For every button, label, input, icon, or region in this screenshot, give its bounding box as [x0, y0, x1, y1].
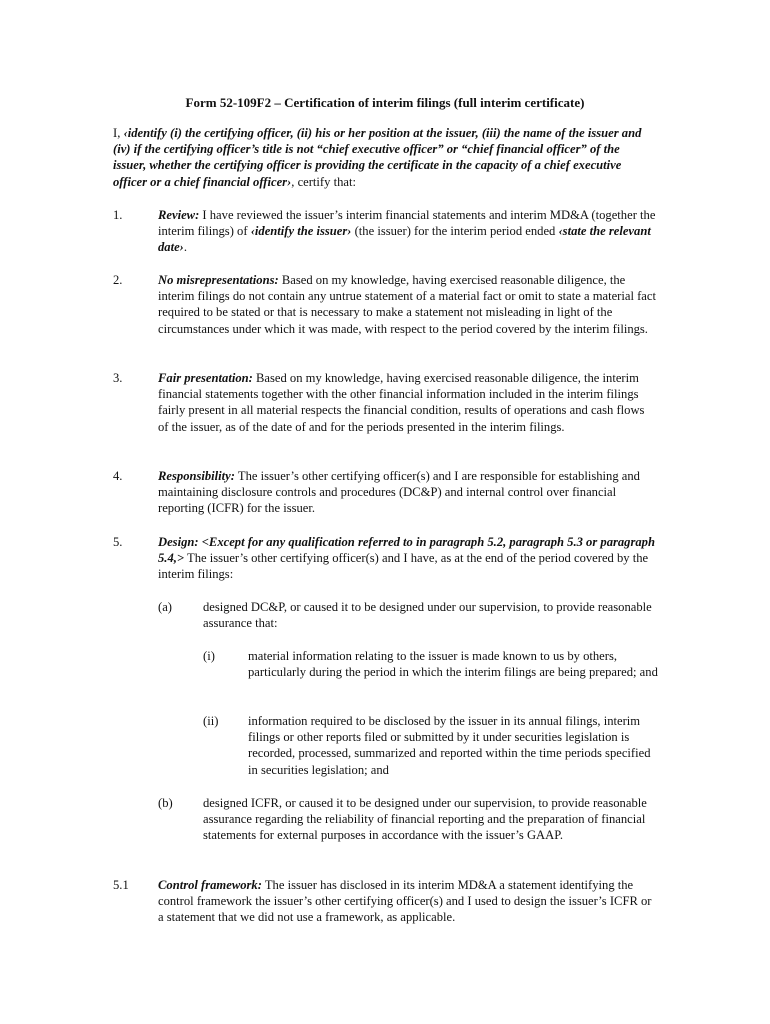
- subitem-text: material information relating to the issuer is made known to us by others, particularly during the period in which the interim filings are being prepared; and: [248, 649, 658, 680]
- subitem-text: information required to be disclosed by the issuer in its annual filings, interim filings or other reports filed or submitted by it under securities legislation is recorded, processed, summarized and reported within the time periods specified in securities legislation; and: [248, 714, 651, 777]
- qualification-placeholder: <Except for any qualification referred to in paragraph 5.2, paragraph 5.3 or paragraph 5.4,>: [158, 535, 655, 566]
- item-heading: No misrepresentations:: [158, 273, 279, 287]
- item-heading: Control framework:: [158, 878, 262, 892]
- item-body: [158, 468, 658, 517]
- item-text: I have reviewed the issuer’s interim financial statements and interim MD&A (together the interim filings) of: [158, 208, 656, 239]
- subitem-label: (a): [158, 600, 172, 614]
- item-body: [158, 272, 658, 337]
- item-text: (the issuer) for the interim period ended: [351, 224, 559, 239]
- intro-paragraph: [113, 125, 653, 190]
- subitem-text: designed ICFR, or caused it to be designed under our supervision, to provide reasonable assurance regarding the reliability of financial reporting and the preparation of financial statements for external purposes in accordance with the issuer’s GAAP.: [203, 796, 647, 843]
- item-heading: Design:: [158, 535, 199, 549]
- item-number: 5.: [113, 535, 123, 549]
- form-title: Form 52-109F2 – Certification of interim filings (full interim certificate): [185, 95, 585, 110]
- subitem-label: (ii): [203, 714, 219, 728]
- subitem-label: (i): [203, 649, 215, 663]
- intro-placeholder: ‹identify (i) the certifying officer, (ii) his or her position at the issuer, (iii) the name of the issuer and (iv) if the certifying officer’s title is not “chief executive officer” or “chief financial officer” of the issuer, whether the certifying officer is providing the certificate in the capacity of a chief executive officer or a chief financial officer›: [113, 126, 642, 189]
- item-number: 1.: [113, 208, 123, 222]
- item-text: Based on my knowledge, having exercised reasonable diligence, the interim financial statements together with the other financial information included in the interim filings fairly present in all material respects the financial condition, results of operations and cash flows of the issuer, as of the date of and for the periods presented in the interim filings.: [158, 371, 645, 434]
- intro-suffix: , certify that:: [291, 174, 356, 189]
- subitem-label: (b): [158, 796, 173, 810]
- item-number: 2.: [113, 273, 123, 287]
- item-text: Based on my knowledge, having exercised reasonable diligence, the interim filings do not contain any untrue statement of a material fact or omit to state a material fact required to be stated or that is necessary to make a statement not misleading in light of the circumstances under which it was made, with respect to the period covered by the interim filings.: [158, 273, 656, 336]
- item-body: [158, 877, 658, 926]
- item-text: The issuer’s other certifying officer(s) and I have, as at the end of the period covered by the interim filings:: [158, 551, 649, 582]
- item-number: 4.: [113, 469, 123, 483]
- item-text: .: [183, 240, 188, 255]
- item-text: The issuer has disclosed in its interim MD&A a statement identifying the control framework the issuer’s other certifying officer(s) and I used to design the issuer’s ICFR or a statement that we did not use a framework, as applicable.: [158, 878, 652, 925]
- date-placeholder: ‹state the relevant date›: [158, 224, 651, 255]
- subitem-text: designed DC&P, or caused it to be designed under our supervision, to provide reasonable assurance that:: [203, 600, 652, 631]
- item-body: [158, 207, 658, 256]
- issuer-placeholder: ‹identify the issuer›: [250, 224, 352, 239]
- item-number: 3.: [113, 371, 123, 385]
- item-body: [158, 534, 658, 583]
- item-text: The issuer’s other certifying officer(s) and I are responsible for establishing and maintaining disclosure controls and procedures (DC&P) and internal control over financial reporting (ICFR) for the issuer.: [158, 469, 640, 516]
- item-heading: Responsibility:: [158, 469, 235, 483]
- intro-prefix: I,: [113, 126, 124, 140]
- item-number: 5.1: [113, 878, 129, 892]
- item-heading: Review:: [158, 208, 200, 222]
- item-heading: Fair presentation:: [158, 371, 253, 385]
- item-body: [158, 370, 658, 435]
